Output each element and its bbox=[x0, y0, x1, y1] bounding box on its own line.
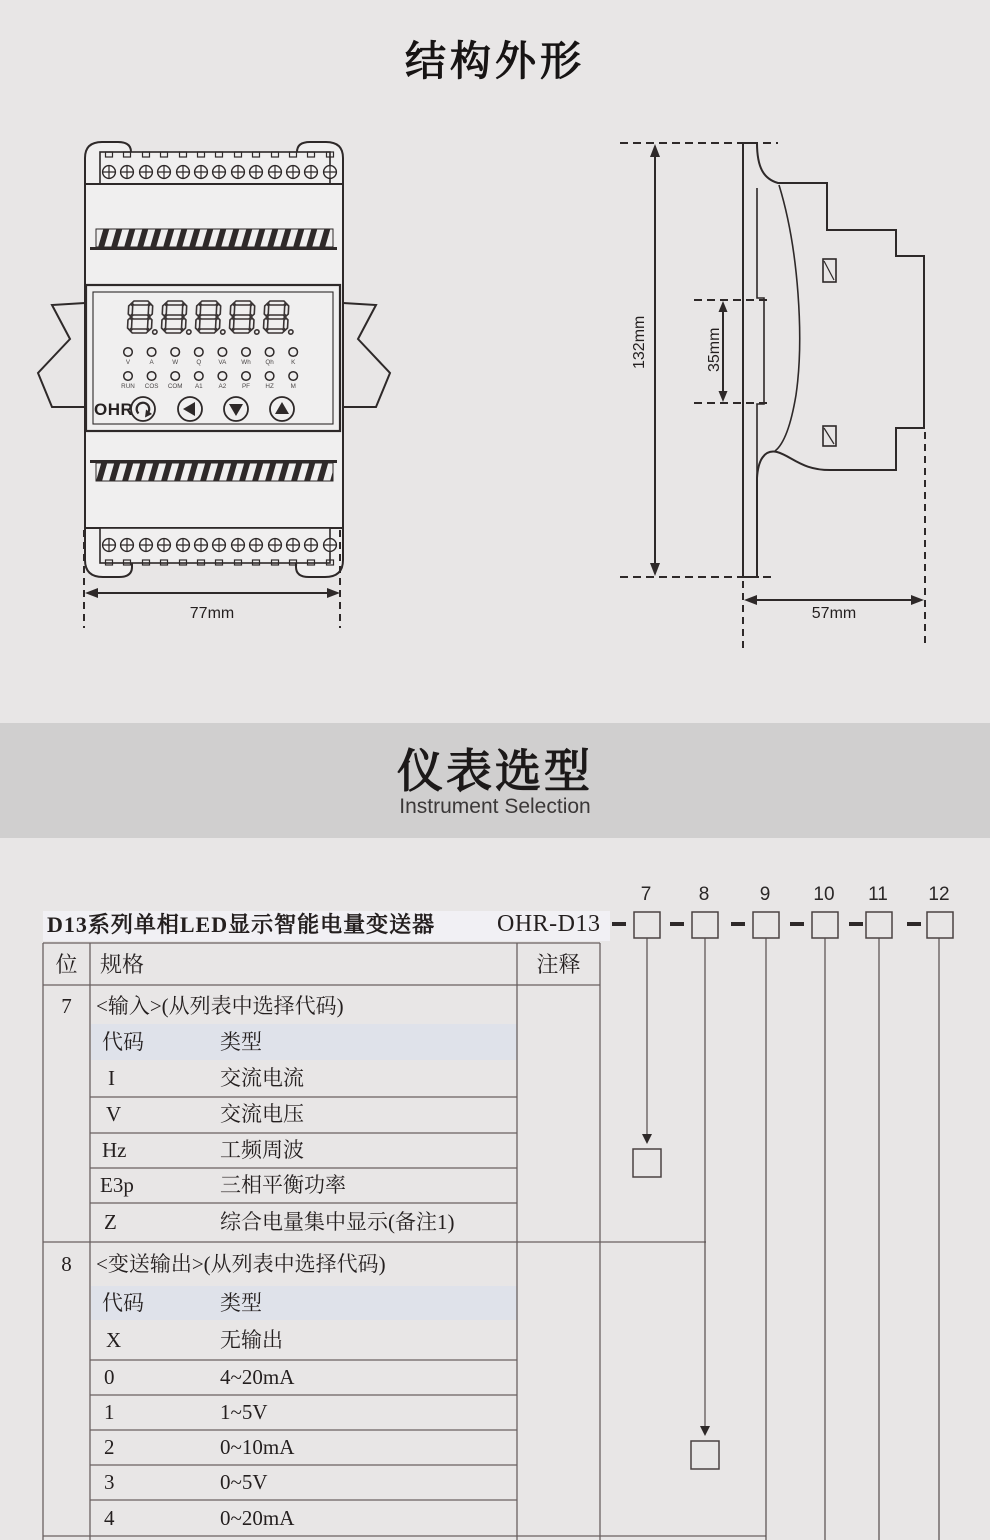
code-cell: 3 bbox=[104, 1470, 115, 1494]
series-title: D13系列单相LED显示智能电量变送器 bbox=[47, 912, 436, 937]
led-label: Qh bbox=[265, 359, 274, 366]
code-header: 代码 bbox=[102, 1291, 144, 1315]
brand-logo: OHR bbox=[94, 400, 134, 419]
section-label: <变送输出>(从列表中选择代码) bbox=[96, 1252, 386, 1276]
led-label: Q bbox=[196, 359, 202, 366]
code-header-highlight bbox=[91, 1024, 517, 1060]
led-label: COS bbox=[144, 383, 159, 390]
code-header: 代码 bbox=[102, 1030, 144, 1054]
code-position-label: 10 bbox=[813, 884, 835, 905]
code-cell: 0 bbox=[104, 1365, 115, 1389]
column-header-position: 位 bbox=[55, 952, 78, 977]
section-position: 8 bbox=[61, 1252, 72, 1276]
depth-label: 57mm bbox=[811, 605, 857, 622]
band-subtitle: Instrument Selection bbox=[399, 795, 591, 818]
code-cell: 2 bbox=[104, 1435, 115, 1459]
band-title: 仪表选型 bbox=[397, 745, 593, 797]
led-label: M bbox=[290, 383, 296, 390]
type-cell: 0~5V bbox=[220, 1470, 268, 1494]
code-position-label: 7 bbox=[640, 884, 652, 905]
model-prefix: OHR-D13 bbox=[497, 911, 601, 937]
led-label: Wh bbox=[241, 359, 251, 366]
code-cell: E3p bbox=[100, 1173, 134, 1197]
column-header-spec: 规格 bbox=[100, 952, 145, 977]
type-cell: 0~10mA bbox=[220, 1435, 295, 1459]
din-rail-left bbox=[38, 303, 85, 407]
selection-target-box bbox=[691, 1441, 719, 1469]
code-position-label: 9 bbox=[759, 884, 771, 905]
type-header: 类型 bbox=[220, 1291, 262, 1315]
height-label: 132mm bbox=[631, 315, 648, 369]
vent-strip-top bbox=[90, 229, 337, 249]
type-cell: 三相平衡功率 bbox=[220, 1173, 346, 1197]
vent-strip-bottom bbox=[90, 462, 337, 482]
type-cell: 1~5V bbox=[220, 1400, 268, 1424]
led-label: A2 bbox=[218, 383, 227, 390]
led-label: PF bbox=[241, 383, 251, 390]
code-position-label: 11 bbox=[868, 884, 888, 905]
code-cell: Hz bbox=[102, 1138, 127, 1162]
led-label: VA bbox=[218, 359, 227, 366]
model-code-boxes bbox=[612, 912, 953, 938]
type-cell: 4~20mA bbox=[220, 1365, 295, 1389]
type-header: 类型 bbox=[220, 1030, 262, 1054]
code-position-label: 8 bbox=[698, 884, 710, 905]
led-label: RUN bbox=[121, 383, 135, 390]
section-label: <输入>(从列表中选择代码) bbox=[96, 994, 344, 1018]
code-header-highlight bbox=[91, 1286, 517, 1320]
depth-dimension bbox=[743, 432, 925, 648]
page-title: 结构外形 bbox=[405, 38, 585, 84]
code-cell: V bbox=[106, 1102, 122, 1126]
code-position-label: 12 bbox=[928, 884, 950, 905]
enclosure-profile bbox=[743, 143, 924, 577]
section-position: 7 bbox=[61, 994, 72, 1018]
led-label: A bbox=[149, 359, 154, 366]
code-cell: 1 bbox=[104, 1400, 115, 1424]
notch-dimension bbox=[706, 301, 728, 402]
led-label: W bbox=[172, 359, 179, 366]
led-label: K bbox=[291, 359, 296, 366]
code-cell: Z bbox=[104, 1210, 117, 1234]
code-cell: X bbox=[106, 1328, 122, 1352]
selection-target-box bbox=[633, 1149, 661, 1177]
side-view-drawing bbox=[620, 143, 925, 648]
led-label: A1 bbox=[194, 383, 203, 390]
width-label: 77mm bbox=[189, 605, 235, 622]
height-dimension bbox=[631, 144, 660, 576]
led-label: HZ bbox=[265, 383, 274, 390]
type-cell: 工频周波 bbox=[220, 1138, 304, 1162]
code-cell: 4 bbox=[104, 1506, 115, 1530]
type-cell: 0~20mA bbox=[220, 1506, 295, 1530]
notch-label: 35mm bbox=[706, 327, 723, 372]
code-cell: I bbox=[108, 1066, 115, 1090]
column-header-note: 注释 bbox=[536, 952, 581, 977]
type-cell: 交流电压 bbox=[220, 1102, 304, 1126]
type-cell: 综合电量集中显示(备注1) bbox=[220, 1210, 455, 1234]
type-cell: 无输出 bbox=[220, 1328, 283, 1352]
din-rail-right bbox=[343, 303, 390, 407]
type-cell: 交流电流 bbox=[220, 1066, 304, 1090]
led-label: COM bbox=[167, 383, 183, 390]
led-label: V bbox=[125, 359, 131, 366]
front-view-drawing bbox=[38, 142, 390, 628]
